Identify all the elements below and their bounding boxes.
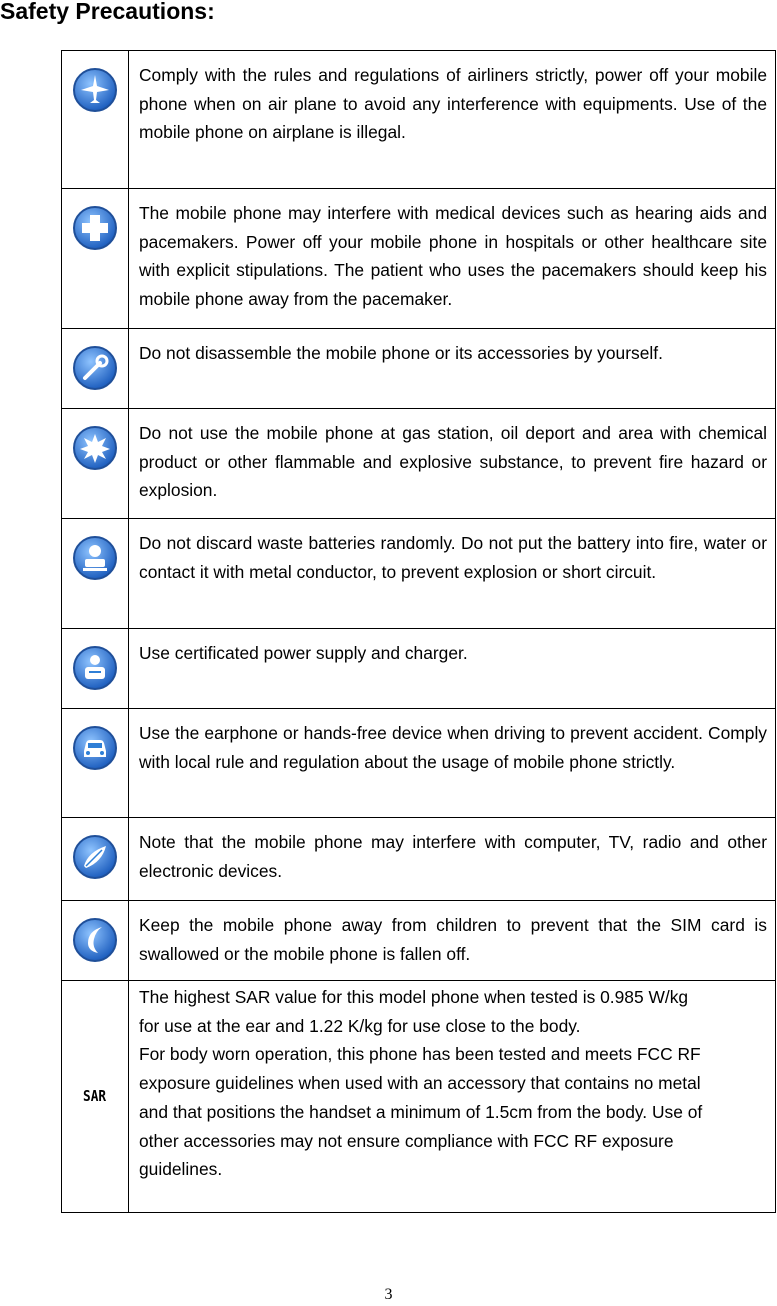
table-row [62,901,776,981]
table-row [62,629,776,709]
sar-label: SAR [83,1087,107,1105]
charger-icon [72,645,118,691]
battery-disposal-icon [72,535,118,581]
rule-text: Use certificated power supply and charger. [129,629,776,709]
car-icon [72,725,118,771]
rule-text: Keep the mobile phone away from children to prevent that the SIM card is swallowed or the mobile phone is fallen off. [129,901,776,981]
table-row [62,409,776,519]
sar-text: The highest SAR value for this model phone when tested is 0.985 W/kg for use at the ear and 1.22 K/kg for use close to the body. For body worn operation, this phone has been tested and meets FCC RF exposure guidelines when used with an accessory that contains no metal and that positions the handset a minimum of 1.5cm from the body. Use of other accessories may not ensure compliance with FCC RF exposure guidelines. [129,981,776,1213]
rule-text: Use the earphone or hands-free device when driving to prevent accident. Comply with local rule and regulation about the usage of mobile phone strictly. [129,709,776,818]
rule-text: Do not discard waste batteries randomly. Do not put the battery into fire, water or contact it with metal conductor, to prevent explosion or short circuit. [129,519,776,629]
rule-text: Note that the mobile phone may interfere with computer, TV, radio and other electronic devices. [129,818,776,901]
safety-precautions-table [61,50,776,1213]
child-icon [72,917,118,963]
table-row [62,51,776,189]
airplane-icon [72,67,118,113]
rule-text: Do not use the mobile phone at gas station, oil deport and area with chemical product or other flammable and explosive substance, to prevent fire hazard or explosion. [129,409,776,519]
medical-cross-icon [72,205,118,251]
table-row [62,329,776,409]
explosion-icon [72,425,118,471]
table-row [62,519,776,629]
rule-text: The mobile phone may interfere with medical devices such as hearing aids and pacemakers. Power off your mobile phone in hospitals or other healthcare site with explicit stipulations. The patient who uses the pacemakers should keep his mobile phone away from the pacemaker. [129,189,776,329]
page-title: Safety Precautions: [0,0,215,24]
table-row [62,709,776,818]
interference-icon [72,834,118,880]
wrench-icon [72,345,118,391]
rule-text: Comply with the rules and regulations of airliners strictly, power off your mobile phone when on air plane to avoid any interference with equipments. Use of the mobile phone on airplane is illegal. [129,51,776,189]
table-row [62,981,776,1213]
page-number: 3 [384,1286,393,1303]
table-row [62,189,776,329]
table-row [62,818,776,901]
rule-text: Do not disassemble the mobile phone or its accessories by yourself. [129,329,776,409]
